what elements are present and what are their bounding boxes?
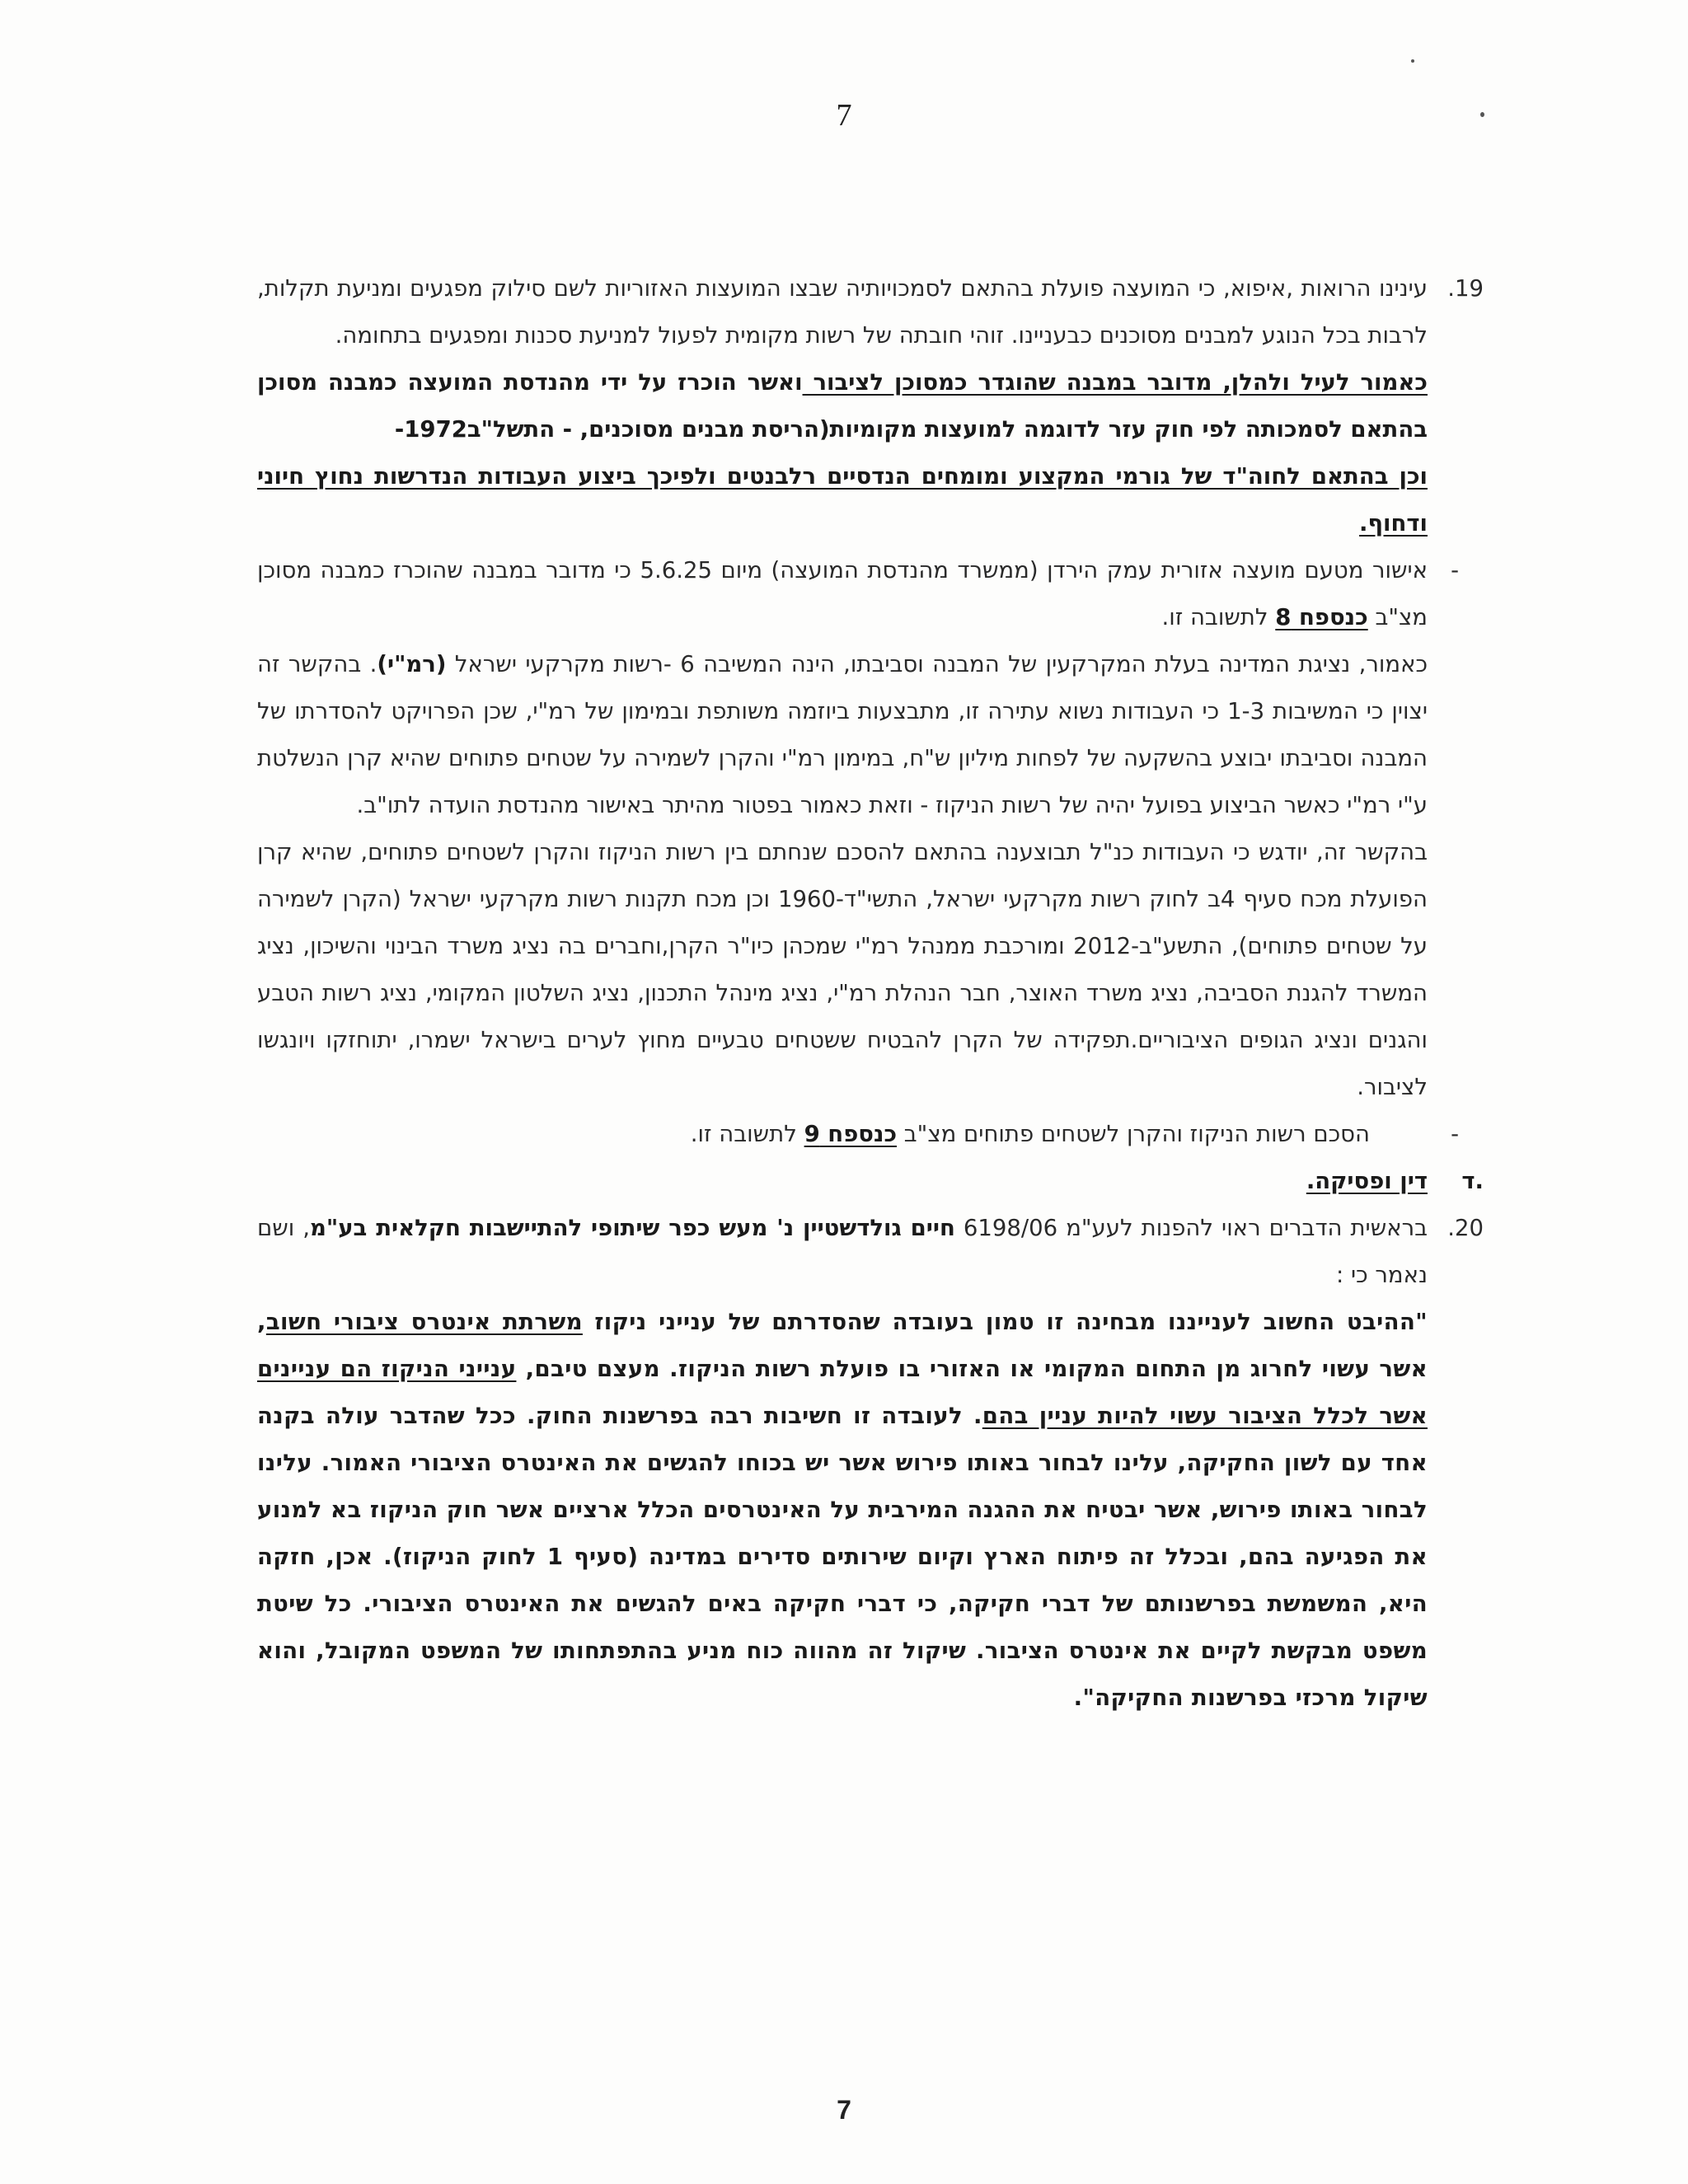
section-letter: ד. — [1461, 1168, 1484, 1194]
case-quote — [257, 1299, 1428, 1722]
quote-text: . לעובדה זו חשיבות רבה בפרשנות החוק. ככל שהדבר עולה בקנה אחד עם לשון החקיקה, עלינו לבחור באותו פירוש אשר יש בכוחו להגשים את האינטרס הציבורי האמור. עלינו לבחור באותו פירוש, אשר יבטיח את ההגנה המירבית על האינטרסים הכלל ארציים אשר חוק הניקוז בא למנוע את הפגיעה בהם, ובכלל זה פיתוח הארץ וקיום שירותים סדירים במדינה (סעיף 1 לחוק הניקוז). אכן, חזקה היא, המשמשת בפרשנותם של דברי חקיקה, כי דברי חקיקה באים להגשים את האינטרס הציבורי. כל שיטת משפט מבקשת לקיים את אינטרס הציבור. שיקול זה מהווה כוח מניע בהתפתחותו של המשפט המקובל, והוא שיקול מרכזי בפרשנות החקיקה". — [257, 1403, 1428, 1711]
paragraph-text-end: . בהקשר זה יצוין כי המשיבות 1-3 כי העבודות נשוא עתירה זו, מתבצעות ביוזמה משותפת ובמימון של רמ"י, שכן הפרויקט להסדרתו של המבנה וסביבתו יבוצע בהשקעה של לפחות מיליון ש"ח, במימון רמ"י והקרן לשמירה על שטחים פתוחים שהיא קרן הנשלטת ע"י רמ"י כאשר הביצוע בפועל יהיה של רשות הניקוז - וזאת כאמור בפטור מהיתר באישור מהנדסת הועדה לתו"ב. — [257, 651, 1428, 818]
quote-text: "ההיבט החשוב לענייננו מבחינה זו טמון בעובדה שהסדרתם של ענייני ניקוז — [582, 1309, 1428, 1335]
bullet-text: הסכם רשות הניקוז והקרן לשטחים פתוחים מצ"ב — [897, 1121, 1370, 1147]
bullet-dash: - — [1451, 557, 1459, 583]
section-d-heading — [257, 1158, 1484, 1205]
page-number-bottom: 7 — [837, 2095, 851, 2125]
annex-reference: כנספח 8 — [1275, 604, 1368, 630]
underlined-text: כאמור לעיל ולהלן, מדובר במבנה שהוגדר כמסוכן לציבור — [802, 369, 1428, 396]
scan-speck — [1480, 112, 1484, 117]
document-body — [257, 265, 1484, 1722]
scan-speck — [1411, 59, 1414, 63]
annex-reference: כנספח 9 — [804, 1121, 898, 1147]
bullet-text-end: לתשובה זו. — [690, 1121, 804, 1147]
section-title: דין ופסיקה. — [1306, 1168, 1428, 1194]
bullet-annex-8 — [257, 547, 1459, 641]
quote-underlined: משרתת אינטרס ציבורי חשוב — [265, 1309, 583, 1335]
page-number-top: 7 — [836, 98, 852, 133]
bullet-text: אישור מטעם מועצה אזורית עמק הירדן (ממשרד מהנדסת המועצה) מיום 5.6.25 כי מדובר במבנה שהוכרז כמבנה מסוכן מצ"ב — [257, 557, 1428, 630]
paragraph-open-spaces-fund — [257, 829, 1428, 1111]
bullet-annex-9 — [257, 1111, 1459, 1158]
paragraph-text: בהקשר זה, יודגש כי העבודות כנ"ל תבוצענה בהתאם להסכם שנחתם בין רשות הניקוז והקרן לשטחים פתוחים, שהיא קרן הפועלת מכח סעיף 4ב לחוק רשות מקרקעי ישראל, התשי"ד-1960 וכן מכח תקנות רשות מקרקעי ישראל (הקרן לשמירה על שטחים פתוחים), התשע"ב-2012 ומורכבת ממנהל רמ"י שמכהן כיו"ר הקרן,וחברים בה נציג משרד הבינוי והשיכון, נציג המשרד להגנת הסביבה, נציג משרד האוצר, חבר הנהלת רמ"י, נציג מינהל התכנון, נציג השלטון המקומי, נציג רשות הטבע והגנים ונציג הגופים הציבוריים.תפקידה של הקרן להבטיח ששטחים טבעיים מחוץ לערים בישראל ישמרו, יתוחזקו ויונגשו לציבור. — [257, 839, 1428, 1100]
bullet-text-end: לתשובה זו. — [1161, 604, 1276, 630]
quote-text: , אשר עשוי לחרוג מן התחום המקומי או האזורי בו פועלת רשות הניקוז. מעצם טיבם, — [257, 1309, 1428, 1382]
paragraph-text: עינינו הרואות ,איפוא, כי המועצה פועלת בהתאם לסמכויותיה שבצו המועצות האזוריות לשם סילוק מפגעים ומניעת תקלות, לרבות בכל הנוגע למבנים מסוכנים כבעניינו. זוהי חובתה של רשות מקומית לפעול למניעת סכנות ומפגעים בתחומה. — [257, 275, 1428, 349]
bold-abbreviation: (רמ"י) — [377, 651, 447, 677]
paragraph-text: בראשית הדברים ראוי להפנות לעע"מ 6198/06 — [954, 1215, 1428, 1241]
paragraph-number: .20 — [1447, 1215, 1484, 1241]
case-name: חיים גולדשטיין נ' מעש כפר שיתופי להתיישבות חקלאית בע"מ — [310, 1215, 955, 1241]
paragraph-19-bold-statement — [257, 359, 1428, 453]
paragraph-19 — [257, 265, 1484, 359]
quote-underlined: ענייני הניקוז הם עניינים אשר לכלל הציבור עשוי להיות עניין בהם — [257, 1356, 1428, 1429]
paragraph-text: כאמור, נציגת המדינה בעלת המקרקעין של המבנה וסביבתו, הינה המשיבה 6 -רשות מקרקעי ישראל — [446, 651, 1428, 677]
paragraph-20 — [257, 1205, 1484, 1299]
paragraph-text-end: , ושם נאמר כי : — [257, 1215, 1428, 1288]
bullet-dash: - — [1451, 1121, 1459, 1147]
paragraph-19-expert-opinion — [257, 453, 1428, 547]
bold-text: ואשר הוכרז על ידי מהנדסת המועצה כמבנה מסוכן בהתאם לסמכותה לפי חוק עזר לדוגמה למועצות מקומיות(הריסת מבנים מסוכנים, - התשל"ב1972- — [257, 369, 1428, 443]
bold-underlined-text: וכן בהתאם לחוה"ד של גורמי המקצוע ומומחים הנדסיים רלבנטים ולפיכך ביצוע העבודות הנדרשות נחוץ חיוני ודחוף. — [257, 463, 1428, 537]
paragraph-number: .19 — [1447, 275, 1484, 302]
paragraph-rami — [257, 641, 1428, 829]
